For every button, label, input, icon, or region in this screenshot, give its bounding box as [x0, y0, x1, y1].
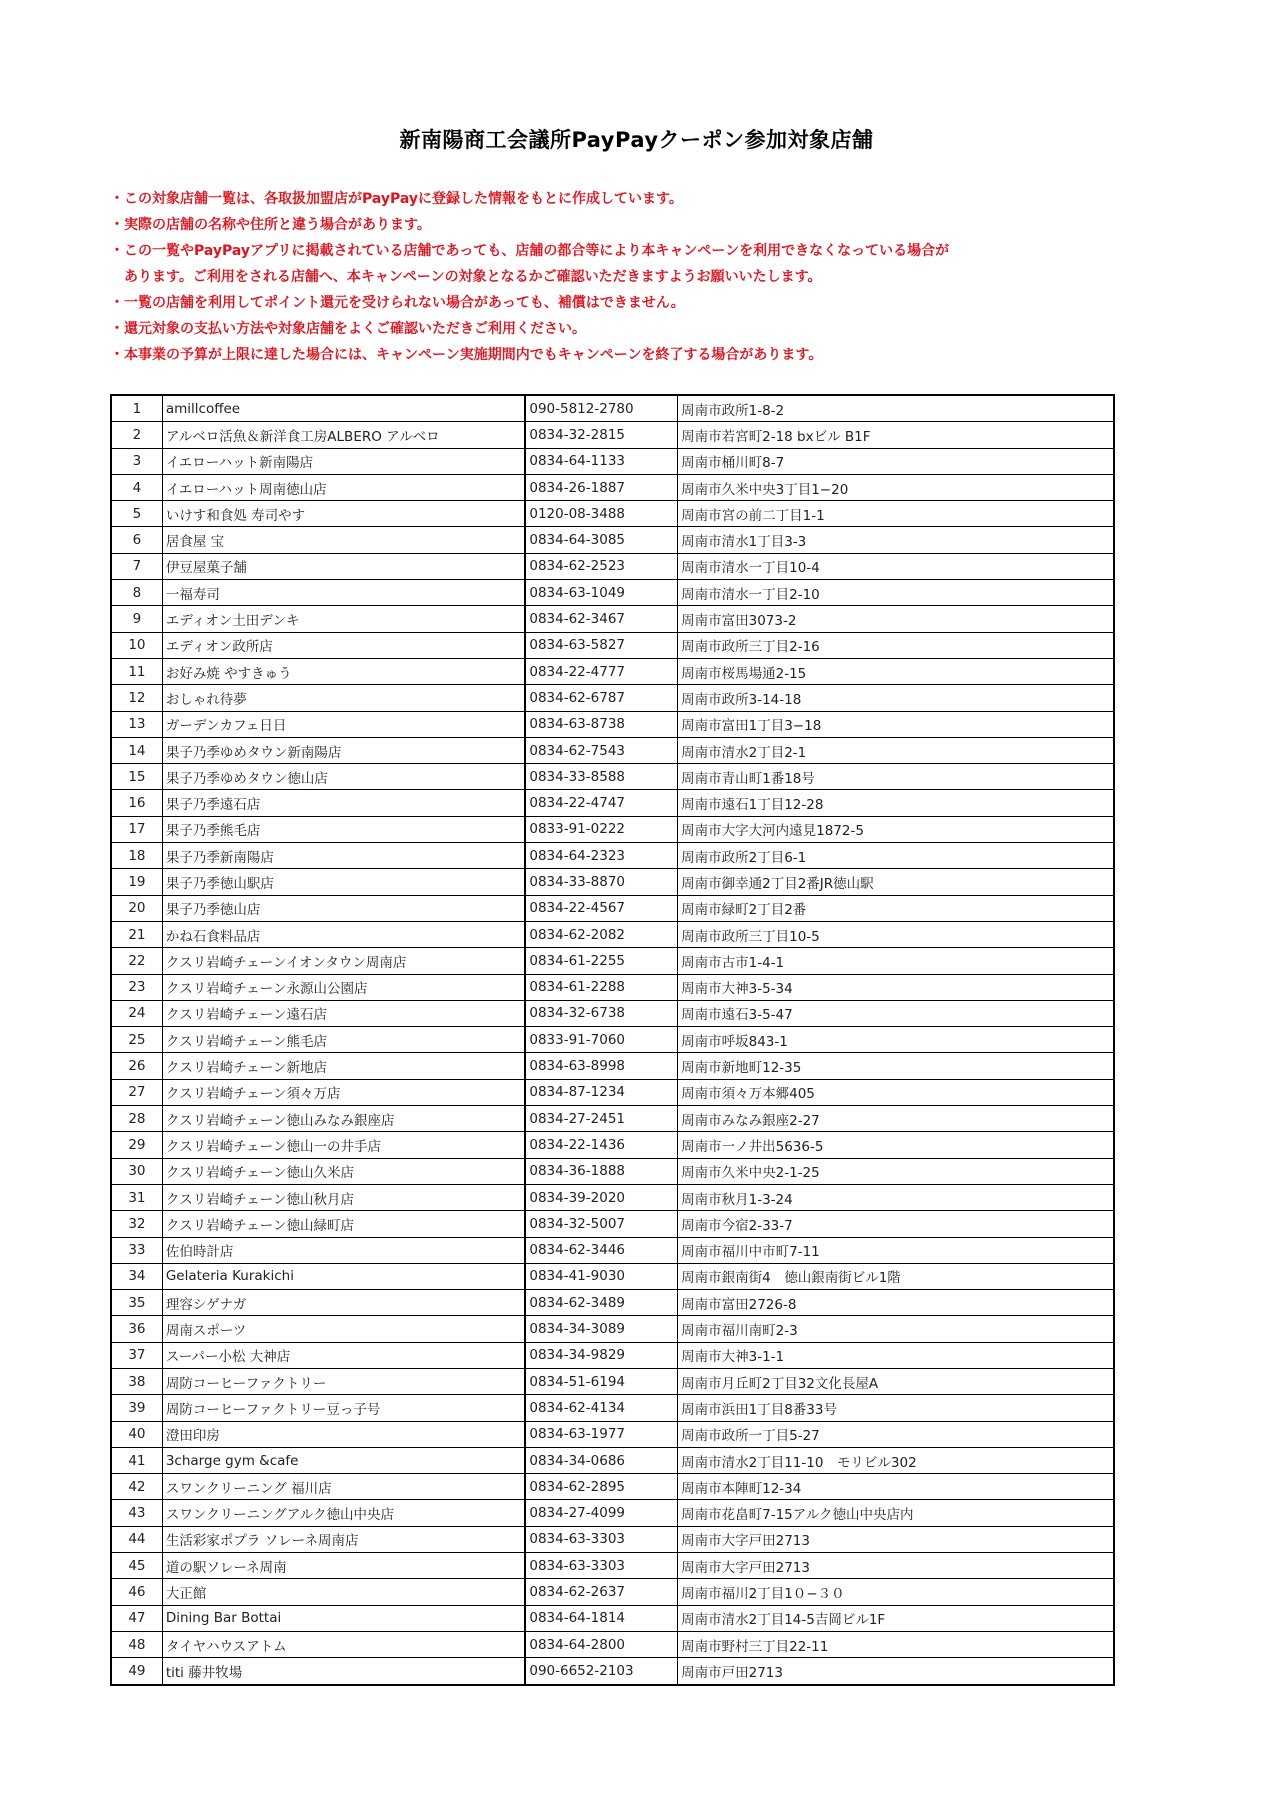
table-row: [111, 921, 1114, 947]
notice-list: [110, 186, 1110, 368]
store-name: クスリ岩崎チェーン須々万店: [162, 1079, 525, 1105]
store-name: ガーデンカフェ日日: [162, 711, 525, 737]
store-name: スーパー小松 大神店: [162, 1342, 525, 1368]
store-address: 周南市御幸通2丁目2番JR徳山駅: [678, 869, 1114, 895]
store-number: 39: [111, 1395, 162, 1421]
store-phone: 0834-33-8588: [525, 764, 677, 790]
store-phone: 0834-27-4099: [525, 1500, 677, 1526]
store-number: 9: [111, 606, 162, 632]
store-phone: 0834-62-7543: [525, 737, 677, 763]
store-name: おしゃれ待夢: [162, 685, 525, 711]
store-name: アルベロ活魚＆新洋食工房ALBERO アルベロ: [162, 422, 525, 448]
table-row: [111, 1053, 1114, 1079]
store-name: スワンクリーニング 福川店: [162, 1474, 525, 1500]
store-number: 2: [111, 422, 162, 448]
store-name: お好み焼 やすきゅう: [162, 658, 525, 684]
store-address: 周南市月丘町2丁目32文化長屋A: [678, 1368, 1114, 1394]
store-name: イエローハット新南陽店: [162, 448, 525, 474]
store-number: 38: [111, 1368, 162, 1394]
store-address: 周南市野村三丁目22-11: [678, 1631, 1114, 1657]
store-phone: 0833-91-0222: [525, 816, 677, 842]
store-address: 周南市呼坂843-1: [678, 1027, 1114, 1053]
store-name: タイヤハウスアトム: [162, 1631, 525, 1657]
store-number: 35: [111, 1290, 162, 1316]
store-number: 14: [111, 737, 162, 763]
table-row: [111, 1421, 1114, 1447]
store-number: 10: [111, 632, 162, 658]
table-row: [111, 948, 1114, 974]
table-row: [111, 1079, 1114, 1105]
store-phone: 0834-27-2451: [525, 1106, 677, 1132]
store-number: 32: [111, 1211, 162, 1237]
table-row: [111, 1290, 1114, 1316]
store-name: titi 藤井牧場: [162, 1658, 525, 1685]
store-address: 周南市政所1-8-2: [678, 395, 1114, 422]
store-phone: 0834-32-2815: [525, 422, 677, 448]
store-phone: 0834-63-1977: [525, 1421, 677, 1447]
store-table: [110, 394, 1115, 1686]
store-name: クスリ岩崎チェーン永源山公園店: [162, 974, 525, 1000]
store-address: 周南市若宮町2-18 bxビル B1F: [678, 422, 1114, 448]
store-number: 5: [111, 501, 162, 527]
store-address: 周南市古市1-4-1: [678, 948, 1114, 974]
table-row: [111, 1027, 1114, 1053]
store-address: 周南市秋月1-3-24: [678, 1184, 1114, 1210]
table-row: [111, 448, 1114, 474]
store-phone: 0834-51-6194: [525, 1368, 677, 1394]
table-row: [111, 1132, 1114, 1158]
table-row: [111, 501, 1114, 527]
store-number: 25: [111, 1027, 162, 1053]
store-phone: 0834-34-3089: [525, 1316, 677, 1342]
table-row: [111, 1000, 1114, 1026]
store-phone: 0834-39-2020: [525, 1184, 677, 1210]
store-number: 46: [111, 1579, 162, 1605]
table-row: [111, 580, 1114, 606]
store-name: かね石食料品店: [162, 921, 525, 947]
store-address: 周南市大字戸田2713: [678, 1553, 1114, 1579]
store-phone: 0834-63-8738: [525, 711, 677, 737]
store-phone: 0834-64-2800: [525, 1631, 677, 1657]
store-address: 周南市浜田1丁目8番33号: [678, 1395, 1114, 1421]
table-row: [111, 1474, 1114, 1500]
store-number: 29: [111, 1132, 162, 1158]
store-name: クスリ岩崎チェーン新地店: [162, 1053, 525, 1079]
store-number: 49: [111, 1658, 162, 1685]
store-phone: 0834-64-1814: [525, 1605, 677, 1631]
store-phone: 0834-33-8870: [525, 869, 677, 895]
notice-line: ・実際の店舗の名称や住所と違う場合があります。: [110, 217, 431, 233]
store-phone: 0834-63-1049: [525, 580, 677, 606]
table-row: [111, 1237, 1114, 1263]
store-name: 周南スポーツ: [162, 1316, 525, 1342]
table-row: [111, 1658, 1114, 1685]
store-number: 11: [111, 658, 162, 684]
table-row: [111, 1579, 1114, 1605]
table-row: [111, 764, 1114, 790]
store-number: 48: [111, 1631, 162, 1657]
store-name: 伊豆屋菓子舗: [162, 553, 525, 579]
store-name: 大正館: [162, 1579, 525, 1605]
store-address: 周南市緑町2丁目2番: [678, 895, 1114, 921]
store-phone: 0834-62-2082: [525, 921, 677, 947]
table-row: [111, 1158, 1114, 1184]
store-number: 44: [111, 1526, 162, 1552]
store-address: 周南市富田3073-2: [678, 606, 1114, 632]
notice-line: ・この対象店舗一覧は、各取扱加盟店がPayPayに登録した情報をもとに作成しています。: [110, 191, 683, 207]
store-address: 周南市大神3-1-1: [678, 1342, 1114, 1368]
table-row: [111, 553, 1114, 579]
store-address: 周南市戸田2713: [678, 1658, 1114, 1685]
store-phone: 0834-64-3085: [525, 527, 677, 553]
store-phone: 0834-62-3467: [525, 606, 677, 632]
store-address: 周南市今宿2-33-7: [678, 1211, 1114, 1237]
store-address: 周南市政所3-14-18: [678, 685, 1114, 711]
store-number: 31: [111, 1184, 162, 1210]
table-row: [111, 658, 1114, 684]
store-phone: 0834-62-2637: [525, 1579, 677, 1605]
table-row: [111, 974, 1114, 1000]
store-name: クスリ岩崎チェーン徳山みなみ銀座店: [162, 1106, 525, 1132]
store-name: 生活彩家ポプラ ソレーネ周南店: [162, 1526, 525, 1552]
store-number: 15: [111, 764, 162, 790]
table-row: [111, 422, 1114, 448]
table-row: [111, 1553, 1114, 1579]
table-row: [111, 790, 1114, 816]
store-phone: 0834-62-2523: [525, 553, 677, 579]
store-address: 周南市遠石3-5-47: [678, 1000, 1114, 1026]
store-address: 周南市清水一丁目10-4: [678, 553, 1114, 579]
table-row: [111, 606, 1114, 632]
store-name: クスリ岩崎チェーン徳山秋月店: [162, 1184, 525, 1210]
store-address: 周南市一ノ井出5636-5: [678, 1132, 1114, 1158]
store-number: 3: [111, 448, 162, 474]
store-number: 43: [111, 1500, 162, 1526]
store-name: クスリ岩崎チェーン熊毛店: [162, 1027, 525, 1053]
store-name: イエローハット周南徳山店: [162, 474, 525, 500]
table-row: [111, 895, 1114, 921]
store-phone: 0834-32-6738: [525, 1000, 677, 1026]
table-row: [111, 737, 1114, 763]
store-phone: 0834-34-0686: [525, 1447, 677, 1473]
store-name: Gelateria Kurakichi: [162, 1263, 525, 1289]
notice-line: ・本事業の予算が上限に達した場合には、キャンペーン実施期間内でもキャンペーンを終了する場合があります。: [110, 347, 823, 363]
store-address: 周南市清水2丁目14-5吉岡ビル1F: [678, 1605, 1114, 1631]
table-row: [111, 1263, 1114, 1289]
store-name: クスリ岩崎チェーン遠石店: [162, 1000, 525, 1026]
store-number: 12: [111, 685, 162, 711]
table-row: [111, 1211, 1114, 1237]
table-row: [111, 1605, 1114, 1631]
store-name: 果子乃季徳山駅店: [162, 869, 525, 895]
store-phone: 0834-63-3303: [525, 1526, 677, 1552]
store-address: 周南市宮の前二丁目1-1: [678, 501, 1114, 527]
store-phone: 0834-32-5007: [525, 1211, 677, 1237]
store-address: 周南市大字戸田2713: [678, 1526, 1114, 1552]
store-address: 周南市桶川町8-7: [678, 448, 1114, 474]
store-number: 37: [111, 1342, 162, 1368]
store-number: 24: [111, 1000, 162, 1026]
store-phone: 0834-22-4567: [525, 895, 677, 921]
store-name: エディオン土田デンキ: [162, 606, 525, 632]
notice-line: ・一覧の店舗を利用してポイント還元を受けられない場合があっても、補償はできません。: [110, 295, 685, 311]
store-phone: 0834-62-3489: [525, 1290, 677, 1316]
store-number: 18: [111, 843, 162, 869]
store-name: 果子乃季ゆめタウン新南陽店: [162, 737, 525, 763]
store-phone: 0834-62-4134: [525, 1395, 677, 1421]
store-name: 果子乃季新南陽店: [162, 843, 525, 869]
store-number: 7: [111, 553, 162, 579]
store-address: 周南市銀南街4 徳山銀南街ビル1階: [678, 1263, 1114, 1289]
store-address: 周南市須々万本郷405: [678, 1079, 1114, 1105]
table-row: [111, 632, 1114, 658]
store-number: 26: [111, 1053, 162, 1079]
store-phone: 0834-61-2255: [525, 948, 677, 974]
store-number: 28: [111, 1106, 162, 1132]
store-number: 21: [111, 921, 162, 947]
store-address: 周南市桜馬場通2-15: [678, 658, 1114, 684]
store-phone: 0834-62-6787: [525, 685, 677, 711]
table-row: [111, 843, 1114, 869]
table-row: [111, 1184, 1114, 1210]
store-phone: 0834-34-9829: [525, 1342, 677, 1368]
notice-line: あります。ご利用をされる店舗へ、本キャンペーンの対象となるかご確認いただきますようお願いいたします。: [110, 269, 822, 285]
store-number: 45: [111, 1553, 162, 1579]
store-address: 周南市清水1丁目3-3: [678, 527, 1114, 553]
table-row: [111, 1447, 1114, 1473]
store-address: 周南市富田2726-8: [678, 1290, 1114, 1316]
store-phone: 0834-22-4777: [525, 658, 677, 684]
store-name: 3charge gym &cafe: [162, 1447, 525, 1473]
store-name: 居食屋 宝: [162, 527, 525, 553]
store-number: 6: [111, 527, 162, 553]
store-name: amillcoffee: [162, 395, 525, 422]
store-name: 一福寿司: [162, 580, 525, 606]
store-address: 周南市福川南町2-3: [678, 1316, 1114, 1342]
store-address: 周南市遠石1丁目12-28: [678, 790, 1114, 816]
store-address: 周南市みなみ銀座2-27: [678, 1106, 1114, 1132]
store-number: 41: [111, 1447, 162, 1473]
table-row: [111, 711, 1114, 737]
store-phone: 0834-63-8998: [525, 1053, 677, 1079]
store-address: 周南市青山町1番18号: [678, 764, 1114, 790]
table-row: [111, 1316, 1114, 1342]
table-row: [111, 1526, 1114, 1552]
store-address: 周南市大神3-5-34: [678, 974, 1114, 1000]
table-row: [111, 869, 1114, 895]
store-address: 周南市新地町12-35: [678, 1053, 1114, 1079]
store-address: 周南市清水2丁目2-1: [678, 737, 1114, 763]
store-phone: 0834-63-3303: [525, 1553, 677, 1579]
store-name: 果子乃季ゆめタウン徳山店: [162, 764, 525, 790]
store-number: 40: [111, 1421, 162, 1447]
store-name: 果子乃季熊毛店: [162, 816, 525, 842]
store-address: 周南市大字大河内遠見1872-5: [678, 816, 1114, 842]
store-number: 16: [111, 790, 162, 816]
store-address: 周南市政所2丁目6-1: [678, 843, 1114, 869]
store-name: スワンクリーニングアルク徳山中央店: [162, 1500, 525, 1526]
store-phone: 0120-08-3488: [525, 501, 677, 527]
store-address: 周南市清水2丁目11-10 モリビル302: [678, 1447, 1114, 1473]
table-row: [111, 395, 1114, 422]
store-address: 周南市政所三丁目2-16: [678, 632, 1114, 658]
store-number: 13: [111, 711, 162, 737]
store-phone: 0834-22-4747: [525, 790, 677, 816]
store-number: 47: [111, 1605, 162, 1631]
store-phone: 0834-63-5827: [525, 632, 677, 658]
store-phone: 090-5812-2780: [525, 395, 677, 422]
page-title: 新南陽商工会議所PayPayクーポン参加対象店舗: [399, 128, 874, 152]
table-row: [111, 1500, 1114, 1526]
store-number: 8: [111, 580, 162, 606]
store-phone: 0834-64-2323: [525, 843, 677, 869]
store-phone: 0834-87-1234: [525, 1079, 677, 1105]
store-phone: 0834-41-9030: [525, 1263, 677, 1289]
store-name: いけす和食処 寿司やす: [162, 501, 525, 527]
store-number: 22: [111, 948, 162, 974]
store-name: クスリ岩崎チェーン徳山久米店: [162, 1158, 525, 1184]
store-number: 34: [111, 1263, 162, 1289]
store-name: エディオン政所店: [162, 632, 525, 658]
store-number: 1: [111, 395, 162, 422]
table-row: [111, 1106, 1114, 1132]
notice-line: ・この一覧やPayPayアプリに掲載されている店舗であっても、店舗の都合等により本キャンペーンを利用できなくなっている場合が: [110, 243, 950, 259]
store-number: 36: [111, 1316, 162, 1342]
table-row: [111, 816, 1114, 842]
table-row: [111, 474, 1114, 500]
store-name: 理容シゲナガ: [162, 1290, 525, 1316]
store-address: 周南市清水一丁目2-10: [678, 580, 1114, 606]
table-row: [111, 1368, 1114, 1394]
store-name: 道の駅ソレーネ周南: [162, 1553, 525, 1579]
store-address: 周南市福川2丁目1０−３０: [678, 1579, 1114, 1605]
store-phone: 0834-62-3446: [525, 1237, 677, 1263]
store-address: 周南市富田1丁目3−18: [678, 711, 1114, 737]
table-row: [111, 685, 1114, 711]
store-number: 20: [111, 895, 162, 921]
store-name: Dining Bar Bottai: [162, 1605, 525, 1631]
table-row: [111, 1631, 1114, 1657]
store-phone: 0834-36-1888: [525, 1158, 677, 1184]
store-address: 周南市政所一丁目5-27: [678, 1421, 1114, 1447]
store-name: クスリ岩崎チェーン徳山緑町店: [162, 1211, 525, 1237]
store-name: 澄田印房: [162, 1421, 525, 1447]
store-name: 周防コーヒーファクトリー: [162, 1368, 525, 1394]
store-phone: 090-6652-2103: [525, 1658, 677, 1685]
store-phone: 0834-62-2895: [525, 1474, 677, 1500]
table-row: [111, 1395, 1114, 1421]
store-number: 33: [111, 1237, 162, 1263]
store-phone: 0834-22-1436: [525, 1132, 677, 1158]
store-number: 30: [111, 1158, 162, 1184]
store-name: クスリ岩崎チェーンイオンタウン周南店: [162, 948, 525, 974]
notice-line: ・還元対象の支払い方法や対象店舗をよくご確認いただきご利用ください。: [110, 321, 586, 337]
store-address: 周南市久米中央3丁目1−20: [678, 474, 1114, 500]
store-number: 17: [111, 816, 162, 842]
table-row: [111, 1342, 1114, 1368]
store-address: 周南市久米中央2-1-25: [678, 1158, 1114, 1184]
store-phone: 0834-64-1133: [525, 448, 677, 474]
store-phone: 0834-61-2288: [525, 974, 677, 1000]
store-phone: 0833-91-7060: [525, 1027, 677, 1053]
table-row: [111, 527, 1114, 553]
store-number: 23: [111, 974, 162, 1000]
store-number: 19: [111, 869, 162, 895]
store-number: 42: [111, 1474, 162, 1500]
store-address: 周南市政所三丁目10-5: [678, 921, 1114, 947]
store-phone: 0834-26-1887: [525, 474, 677, 500]
store-number: 4: [111, 474, 162, 500]
store-name: 果子乃季遠石店: [162, 790, 525, 816]
store-name: クスリ岩崎チェーン徳山一の井手店: [162, 1132, 525, 1158]
store-name: 果子乃季徳山店: [162, 895, 525, 921]
store-address: 周南市福川中市町7-11: [678, 1237, 1114, 1263]
store-address: 周南市花畠町7-15アルク徳山中央店内: [678, 1500, 1114, 1526]
store-number: 27: [111, 1079, 162, 1105]
store-name: 周防コーヒーファクトリー豆っ子号: [162, 1395, 525, 1421]
store-address: 周南市本陣町12-34: [678, 1474, 1114, 1500]
store-name: 佐伯時計店: [162, 1237, 525, 1263]
store-table-body: [111, 395, 1114, 1685]
